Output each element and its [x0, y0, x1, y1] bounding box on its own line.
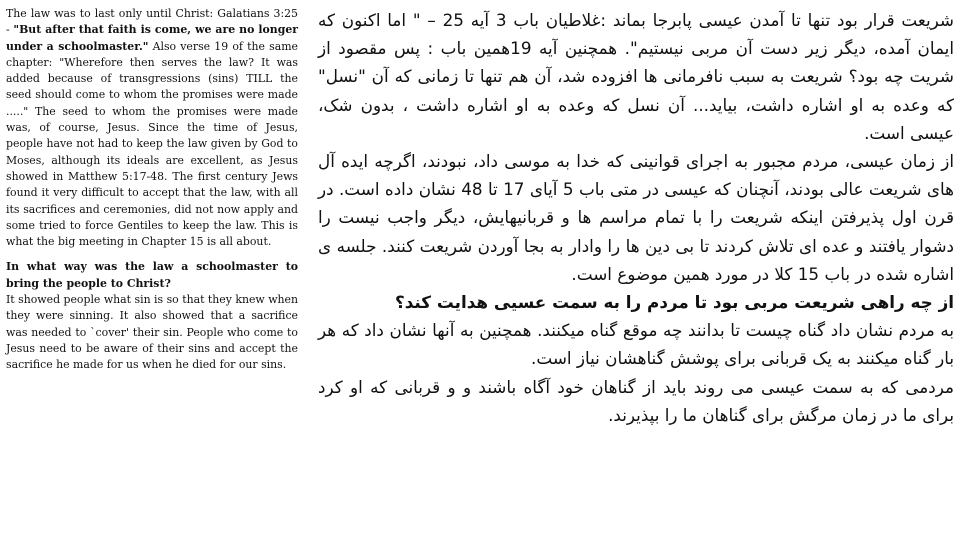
persian-column: [318, 6, 954, 429]
english-question-heading: In what way was the law a schoolmaster to bring the people to Christ?: [6, 260, 298, 290]
english-paragraph-law: [6, 6, 298, 250]
english-text: The law was to last only until Christ: Galatians 3:25 -: [6, 7, 298, 37]
english-answer-text: It showed people what sin is so that they knew when they were sinning. It also showed that a sacrifice was needed to `cover' their sin. People who come to Jesus need to be aware of their sins and accept the sacrifice he made for us when he died for our sins.: [6, 293, 298, 372]
english-column: [6, 6, 298, 383]
persian-paragraph-history: از زمان عیسی، مردم مجبور به اجرای قوانینی که خدا به موسی داد، نبودند، اگرچه ایده آل های شریعت عالی بودند، آنچنان که عیسی در متی باب 5 آیای 17 تا 48 نشان داده است. در قرن اول پذیرفتن اینکه شریعت را با تمام مراسم ها و قربانیهایش، دیگر واجب نیست را دشوار یافتند و عده ای تلاش کردند تا بی دین ها را وادار به بجا آوردن شریعت کنند. جلسه ی اشاره شده در باب 15 کلا در مورد همین موضوع است.: [318, 151, 954, 284]
persian-answer-text: به مردم نشان داد گناه چیست تا بدانند چه موقع گناه میکنند. همچنین به آنها نشان داد که هر بار گناه میکنند به یک قربانی برای پوشش گناهشان نیاز است.: [318, 320, 954, 369]
persian-question-heading: از چه راهی شریعت مربی بود تا مردم را به سمت عسیی هدایت کند؟: [395, 292, 954, 313]
persian-paragraph-law: شریعت قرار بود تنها تا آمدن عیسی پابرجا بماند :غلاطیان باب 3 آیه 25 – " اما اکنون که ایمان آمده، دیگر زیر دست آن مربی نیستیم". همچنین آیه 19همین باب : پس مقصود از شریت چه بود؟ شریعت به سبب نافرمانی ها افزوده شد، آن هم تنها تا زمانی که آن "نسل" که وعده به او اشاره داشت، بیاید... آن نسل که وعده به او اشاره داشت ، بدون شک، عیسی است.: [318, 10, 954, 143]
persian-closing-text: مردمی که به سمت عیسی می روند باید از گناهان خود آگاه باشند و و قربانی که او کرد برای ما در زمان مرگش برای گناهان ما را بپذیرند.: [318, 376, 954, 425]
english-text: Also verse 19 of the same chapter: "Wherefore then serves the law? It was added because of transgressions (sins) TILL the seed should come to whom the promises were made ....." The seed to whom the promises were made was, of course, Jesus. Since the time of Jesus, people have not had to keep the law given by God to Moses, although its ideals are excellent, as Jesus showed in Matthew 5:17-48. The first century Jews found it very difficult to accept that the law, with all its sacrifices and ceremonies, did not now apply and some tried to force Gentiles to keep the law. This is what the big meeting in Chapter 15 is all about.: [6, 39, 298, 249]
english-paragraph-schoolmaster: [6, 259, 298, 373]
galatians-quote: "But after that faith is come, we are no longer under a schoolmaster.": [6, 23, 298, 53]
